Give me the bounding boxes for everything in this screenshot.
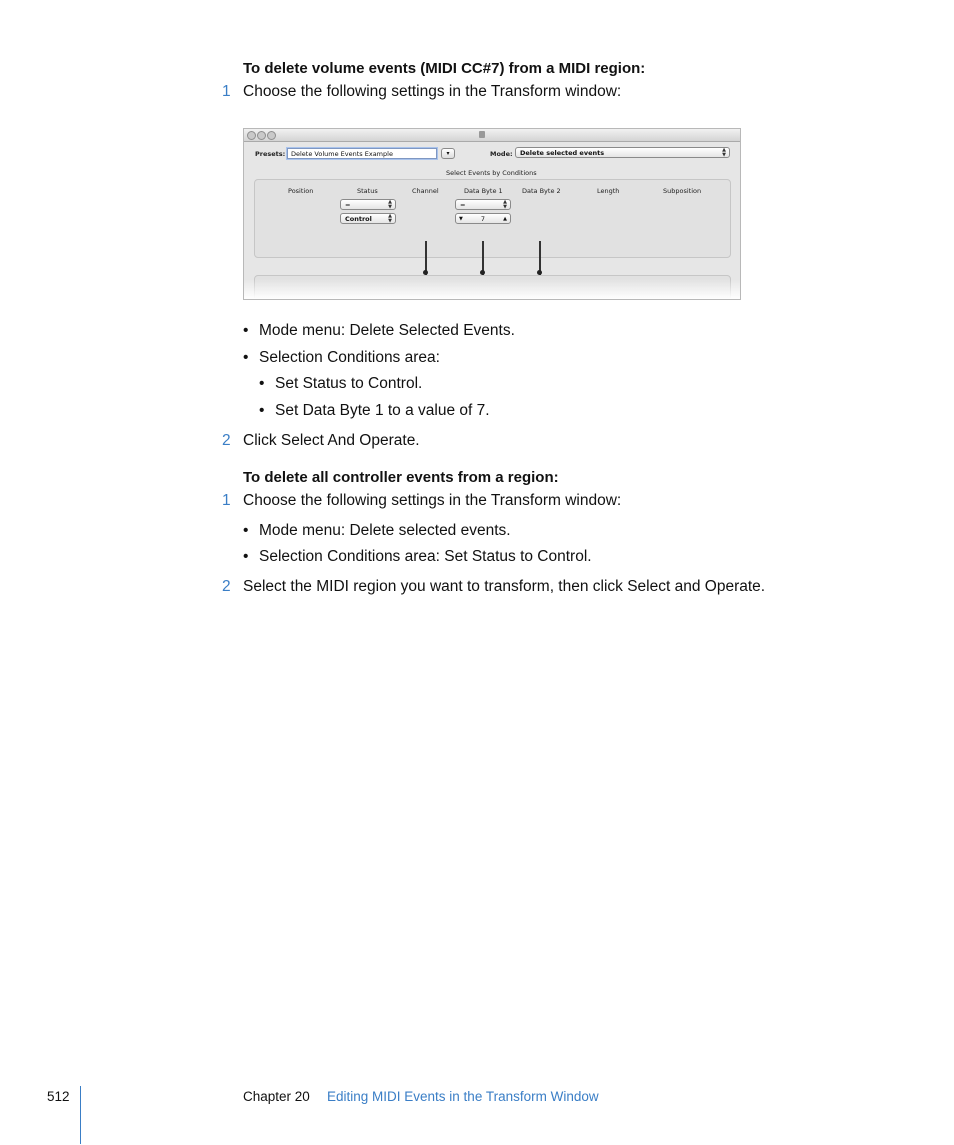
column-header-data-byte-2: Data Byte 2	[522, 187, 561, 195]
step-text: Choose the following settings in the Transform window:	[243, 492, 622, 509]
section-heading-volume-events: To delete volume events (MIDI CC#7) from a MIDI region:	[243, 60, 646, 77]
page-number: 512	[47, 1089, 70, 1104]
window-titlebar	[244, 129, 740, 142]
popup-arrows-icon: ▲ ▼	[722, 147, 726, 158]
transform-window-screenshot	[243, 128, 741, 300]
presets-menu-button[interactable]	[441, 148, 455, 159]
step-number: 2	[222, 578, 231, 595]
bullet-item: • Mode menu: Delete Selected Events.	[243, 322, 515, 339]
databyte1-condition-value: =	[460, 201, 466, 209]
popup-arrows-icon: ▲ ▼	[388, 213, 392, 224]
sub-bullet-item: • Set Status to Control.	[259, 375, 423, 392]
popup-arrows-icon: ▲ ▼	[388, 199, 392, 210]
step-text: Click Select And Operate.	[243, 432, 420, 449]
column-header-position: Position	[288, 187, 314, 195]
decrement-icon[interactable]: ▼	[459, 216, 463, 222]
databyte1-value: 7	[480, 215, 486, 223]
column-header-data-byte-1: Data Byte 1	[464, 187, 503, 195]
column-header-channel: Channel	[412, 187, 439, 195]
sub-bullet-item: • Set Data Byte 1 to a value of 7.	[259, 402, 490, 419]
footer-chapter-title: Editing MIDI Events in the Transform Window	[327, 1089, 599, 1104]
status-condition-value: =	[345, 201, 351, 209]
increment-icon[interactable]: ▲	[503, 216, 507, 222]
step-text: Select the MIDI region you want to transform, then click Select and Operate.	[243, 578, 766, 595]
step-text: Choose the following settings in the Transform window:	[243, 83, 622, 100]
bullet-item: • Selection Conditions area:	[243, 349, 440, 366]
status-value-popup[interactable]	[340, 213, 396, 224]
column-header-length: Length	[597, 187, 620, 195]
popup-arrows-icon: ▲ ▼	[503, 199, 507, 210]
databyte1-value-stepper[interactable]	[455, 213, 511, 224]
column-header-status: Status	[357, 187, 378, 195]
minimize-icon	[257, 131, 266, 140]
screenshot-fade	[244, 279, 740, 299]
status-condition-popup[interactable]	[340, 199, 396, 210]
group-title: Select Events by Conditions	[446, 169, 537, 177]
footer-rule	[80, 1086, 81, 1144]
mode-popup[interactable]	[515, 147, 730, 158]
zoom-icon	[267, 131, 276, 140]
window-proxy-icon	[479, 131, 485, 138]
mode-popup-value: Delete selected events	[520, 149, 605, 157]
step-number: 2	[222, 432, 231, 449]
status-value: Control	[345, 215, 372, 223]
column-header-subposition: Subposition	[663, 187, 702, 195]
chevron-down-icon: ▾	[446, 150, 450, 157]
footer-chapter: Chapter 20	[243, 1089, 310, 1104]
step-number: 1	[222, 492, 231, 509]
presets-field[interactable]: Delete Volume Events Example	[287, 148, 437, 159]
step-number: 1	[222, 83, 231, 100]
databyte1-condition-popup[interactable]	[455, 199, 511, 210]
presets-label: Presets:	[255, 150, 286, 158]
mode-label: Mode:	[490, 150, 513, 158]
bullet-item: • Mode menu: Delete selected events.	[243, 522, 511, 539]
section-heading-controller-events: To delete all controller events from a region:	[243, 469, 559, 486]
select-conditions-group	[254, 179, 731, 258]
bullet-item: • Selection Conditions area: Set Status to Control.	[243, 548, 592, 565]
close-icon	[247, 131, 256, 140]
